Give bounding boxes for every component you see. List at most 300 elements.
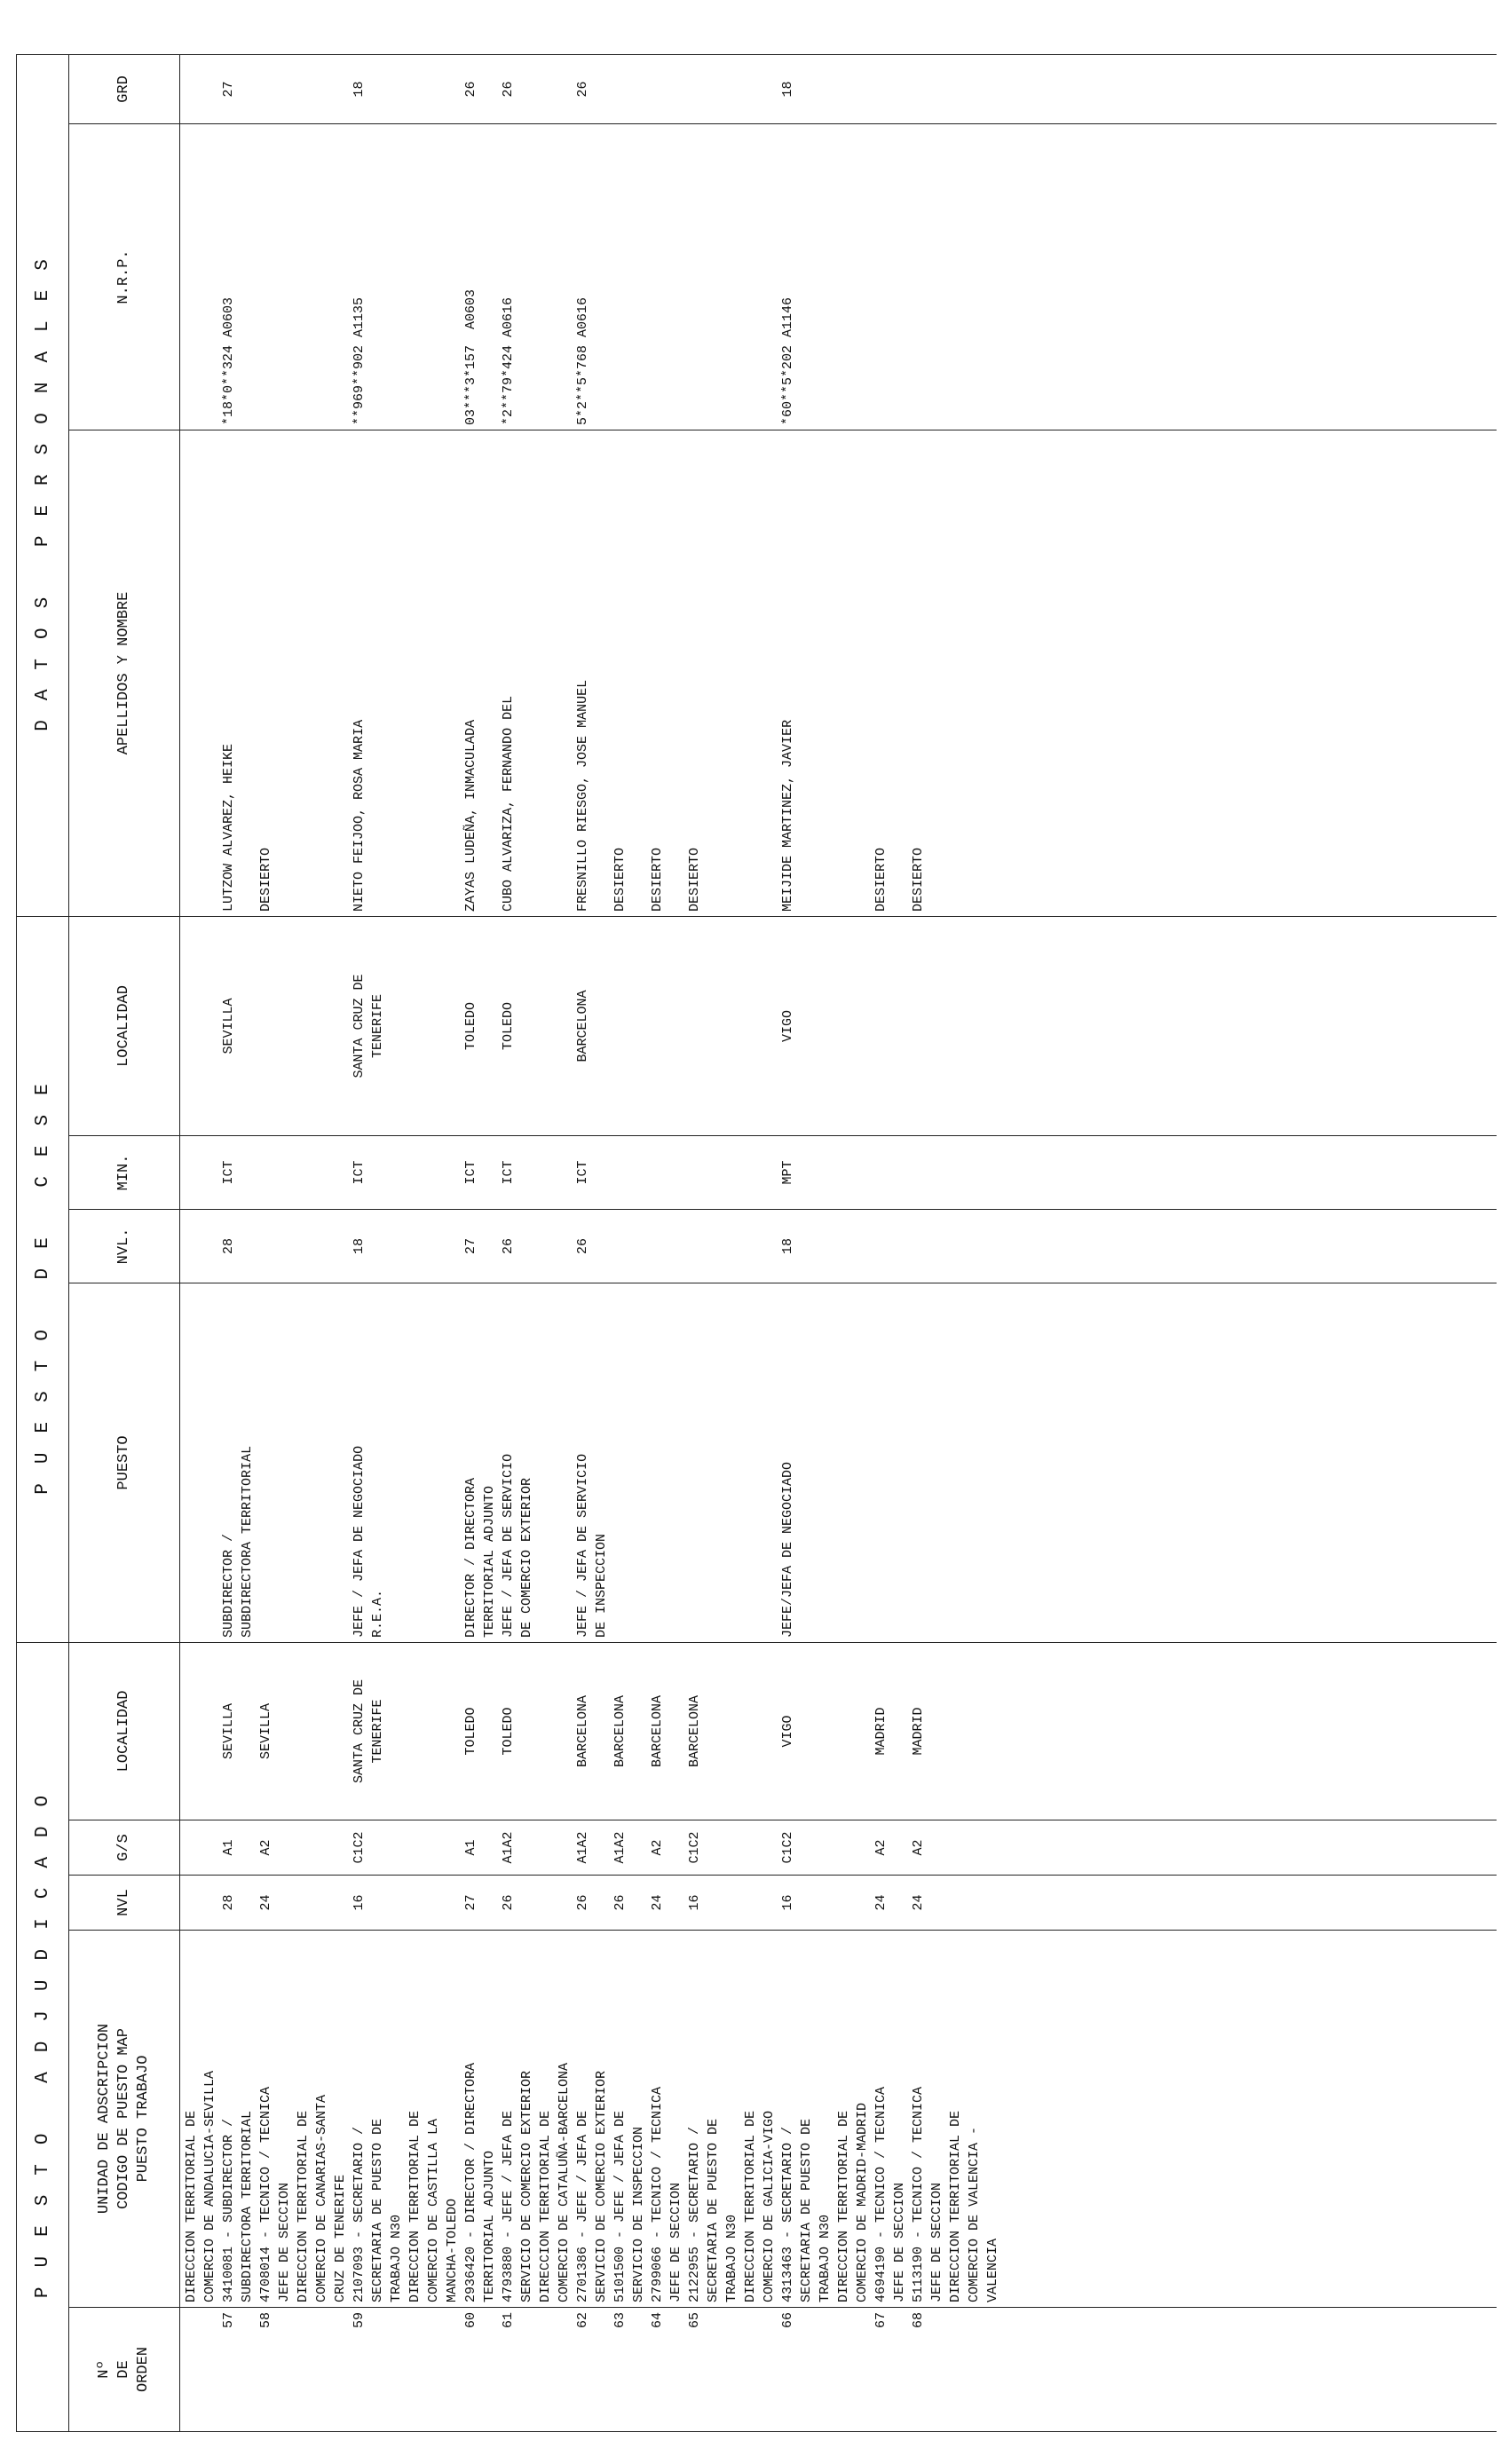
- table-cell: NIETO FEIJOO, ROSA MARIA: [352, 719, 367, 912]
- table-cell: [536, 1288, 555, 1638]
- table-cell: [667, 1141, 685, 1204]
- table-cell: [480, 435, 499, 912]
- col-apellidos: [180, 430, 1497, 916]
- table-cell: [238, 1880, 257, 1925]
- table-cell: [760, 1214, 778, 1278]
- table-cell: SERVICIO DE INSPECCION: [631, 2126, 646, 2302]
- table-cell: 4708014 - TECNICO / TECNICA: [258, 2086, 273, 2302]
- table-cell: [257, 129, 275, 425]
- table-body-row: [180, 54, 1497, 2431]
- table-cell: TRABAJO N30: [389, 2214, 404, 2302]
- table-cell: [834, 1647, 853, 1815]
- table-cell: [536, 129, 555, 425]
- table-cell: [741, 1141, 760, 1204]
- table-cell: LUTZOW ALVAREZ, HEIKE: [221, 743, 236, 912]
- table-cell: [201, 1880, 219, 1925]
- table-cell: [406, 1880, 424, 1925]
- table-cell: ICT: [352, 1160, 367, 1185]
- header-orden-line: Nº: [96, 2360, 113, 2379]
- table-cell: [480, 1214, 499, 1278]
- table-cell: [238, 129, 257, 425]
- table-cell: [816, 1141, 834, 1204]
- table-cell: [331, 1288, 350, 1638]
- table-cell: [797, 1141, 816, 1204]
- table-cell: [760, 435, 778, 912]
- table-cell: JEFE DE SECCION: [668, 2182, 683, 2302]
- table-cell: JEFE / JEFA DE NEGOCIADO: [352, 1445, 367, 1638]
- table-cell: [331, 1141, 350, 1204]
- table-cell: 4793880 - JEFE / JEFA DE: [501, 2110, 516, 2302]
- table-cell: [592, 129, 611, 425]
- table-cell: [741, 59, 760, 119]
- header-gs: G/S: [69, 1820, 180, 1876]
- table-cell: [741, 921, 760, 1131]
- table-cell: [387, 921, 406, 1131]
- table-cell: [946, 1825, 965, 1870]
- table-cell: [984, 1647, 1002, 1815]
- table-cell: [275, 435, 294, 912]
- table-cell: [443, 1647, 462, 1815]
- table-cell: DESIERTO: [612, 847, 628, 912]
- table-cell: [480, 1141, 499, 1204]
- table-cell: [424, 1214, 443, 1278]
- table-cell: SANTA CRUZ DE: [352, 1678, 367, 1783]
- table-cell: [965, 1141, 984, 1204]
- table-cell: CUBO ALVARIZA, FERNANDO DEL: [501, 695, 516, 912]
- table-cell: [629, 1647, 648, 1815]
- table-cell: [312, 2312, 331, 2427]
- table-cell: [946, 921, 965, 1131]
- table-cell: [443, 1214, 462, 1278]
- table-cell: [536, 59, 555, 119]
- table-cell: [294, 2312, 312, 2427]
- table-cell: [424, 1825, 443, 1870]
- table-cell: [853, 59, 872, 119]
- table-cell: [760, 129, 778, 425]
- table-cell: [182, 1214, 201, 1278]
- col-min: [180, 1135, 1497, 1209]
- table-cell: [275, 921, 294, 1131]
- table-cell: MADRID: [911, 1707, 926, 1756]
- table-cell: SEVILLA: [258, 1702, 273, 1759]
- table-cell: [368, 2312, 387, 2427]
- table-cell: [928, 1141, 946, 1204]
- table-cell: [406, 1141, 424, 1204]
- table-cell: [872, 59, 890, 119]
- table-cell: [387, 435, 406, 912]
- table-cell: 61: [501, 2312, 516, 2329]
- table-cell: [406, 1214, 424, 1278]
- table-cell: **969**902 A1135: [352, 296, 367, 425]
- table-cell: [890, 1288, 909, 1638]
- table-cell: [928, 1214, 946, 1278]
- table-cell: SERVICIO DE COMERCIO EXTERIOR: [594, 2070, 609, 2302]
- table-cell: [723, 921, 741, 1131]
- table-cell: [406, 1288, 424, 1638]
- table-cell: [201, 1825, 219, 1870]
- table-cell: [704, 921, 723, 1131]
- table-cell: BARCELONA: [650, 1694, 665, 1767]
- table-cell: [685, 59, 704, 119]
- table-cell: [946, 1141, 965, 1204]
- table-cell: [480, 1880, 499, 1925]
- table-cell: *60**5*202 A1146: [780, 296, 795, 425]
- table-cell: [928, 1825, 946, 1870]
- header-localidad: LOCALIDAD: [69, 1642, 180, 1820]
- table-cell: [797, 435, 816, 912]
- table-cell: [872, 921, 890, 1131]
- table-cell: [946, 1288, 965, 1638]
- table-cell: [741, 1825, 760, 1870]
- table-cell: [909, 1141, 928, 1204]
- table-cell: JEFE DE SECCION: [929, 2182, 944, 2302]
- table-cell: [611, 1288, 629, 1638]
- table-cell: VALENCIA: [985, 2238, 1000, 2302]
- table-cell: [592, 435, 611, 912]
- table-cell: TRABAJO N30: [818, 2214, 833, 2302]
- table-cell: DE COMERCIO EXTERIOR: [519, 1477, 534, 1638]
- table-cell: [797, 921, 816, 1131]
- table-cell: BARCELONA: [687, 1694, 702, 1767]
- table-cell: [797, 1825, 816, 1870]
- table-cell: 24: [258, 1894, 273, 1911]
- table-cell: [816, 921, 834, 1131]
- table-cell: [387, 59, 406, 119]
- table-cell: [517, 921, 536, 1131]
- table-cell: [816, 59, 834, 119]
- table-cell: [741, 1880, 760, 1925]
- table-cell: 64: [650, 2312, 665, 2329]
- table-cell: [611, 1214, 629, 1278]
- table-cell: [312, 1647, 331, 1815]
- table-cell: [368, 1825, 387, 1870]
- table-cell: [443, 1141, 462, 1204]
- table-cell: [872, 129, 890, 425]
- table-cell: DE INSPECCION: [594, 1533, 609, 1638]
- table-cell: [443, 1880, 462, 1925]
- table-cell: [741, 2312, 760, 2427]
- table-cell: [238, 1825, 257, 1870]
- table-cell: 2799066 - TECNICO / TECNICA: [650, 2086, 665, 2302]
- table-cell: [760, 1825, 778, 1870]
- table-cell: [555, 1825, 573, 1870]
- table-cell: CRUZ DE TENERIFE: [333, 2174, 348, 2302]
- table-cell: 66: [780, 2312, 795, 2329]
- table-cell: COMERCIO DE ANDALUCIA-SEVILLA: [202, 2070, 217, 2302]
- header-orden-line: DE: [115, 2360, 132, 2379]
- table-cell: [443, 1825, 462, 1870]
- table-cell: [928, 1288, 946, 1638]
- table-cell: [201, 1214, 219, 1278]
- table-cell: [704, 1141, 723, 1204]
- table-cell: COMERCIO DE MADRID-MADRID: [855, 2102, 870, 2302]
- table-cell: [965, 59, 984, 119]
- table-cell: [592, 2312, 611, 2427]
- table-cell: JEFE DE SECCION: [892, 2182, 907, 2302]
- table-cell: [182, 1141, 201, 1204]
- table-cell: MADRID: [873, 1707, 889, 1756]
- table-cell: [275, 1288, 294, 1638]
- table-cell: 26: [501, 1237, 516, 1254]
- table-cell: TOLEDO: [501, 1707, 516, 1756]
- table-cell: 16: [687, 1894, 702, 1911]
- table-cell: [890, 921, 909, 1131]
- table-cell: [629, 1288, 648, 1638]
- table-cell: COMERCIO DE VALENCIA -: [967, 2126, 982, 2302]
- table-cell: [592, 1647, 611, 1815]
- table-cell: 2122955 - SECRETARIO /: [687, 2126, 702, 2302]
- table-cell: [555, 1214, 573, 1278]
- table-cell: [294, 59, 312, 119]
- table-cell: [946, 1647, 965, 1815]
- col-puesto-cese: [180, 1283, 1497, 1642]
- table-cell: [984, 1288, 1002, 1638]
- table-cell: [741, 129, 760, 425]
- col-orden: [180, 2308, 1497, 2432]
- table-cell: [182, 129, 201, 425]
- table-cell: [872, 1214, 890, 1278]
- table-cell: [667, 2312, 685, 2427]
- table-cell: [275, 129, 294, 425]
- table-cell: [909, 1288, 928, 1638]
- table-cell: ICT: [221, 1160, 236, 1185]
- table-cell: [984, 1141, 1002, 1204]
- table-cell: [424, 2312, 443, 2427]
- table-cell: [704, 435, 723, 912]
- table-cell: JEFE DE SECCION: [277, 2182, 292, 2302]
- table-cell: VIGO: [780, 1009, 795, 1042]
- table-cell: [517, 435, 536, 912]
- col-nvl-cese: [180, 1209, 1497, 1283]
- table-cell: [685, 1141, 704, 1204]
- table-cell: 60: [463, 2312, 478, 2329]
- table-cell: [406, 2312, 424, 2427]
- table-cell: [946, 2312, 965, 2427]
- table-cell: 26: [575, 81, 590, 98]
- table-cell: 65: [687, 2312, 702, 2329]
- header-unidad-line: UNIDAD DE ADSCRIPCION: [96, 2023, 113, 2215]
- table-cell: [480, 921, 499, 1131]
- table-cell: [517, 2312, 536, 2427]
- table-cell: [592, 1214, 611, 1278]
- table-cell: [685, 1288, 704, 1638]
- table-cell: [816, 2312, 834, 2427]
- table-cell: [406, 435, 424, 912]
- table-cell: [834, 435, 853, 912]
- table-cell: [592, 1880, 611, 1925]
- table-cell: [965, 1288, 984, 1638]
- table-cell: [965, 435, 984, 912]
- header-min: MIN.: [69, 1135, 180, 1209]
- table-cell: 27: [221, 81, 236, 98]
- table-cell: [704, 1214, 723, 1278]
- table-cell: BARCELONA: [612, 1694, 628, 1767]
- table-cell: [443, 1288, 462, 1638]
- table-cell: [387, 1647, 406, 1815]
- table-cell: [257, 1141, 275, 1204]
- table-cell: [368, 1141, 387, 1204]
- table-cell: 18: [780, 1237, 795, 1254]
- table-cell: [331, 129, 350, 425]
- table-cell: [294, 435, 312, 912]
- table-cell: [312, 921, 331, 1131]
- table-cell: [648, 1288, 667, 1638]
- table-cell: [965, 1647, 984, 1815]
- table-cell: 16: [780, 1894, 795, 1911]
- table-cell: SECRETARIA DE PUESTO DE: [799, 2118, 814, 2302]
- table-cell: [890, 59, 909, 119]
- table-cell: [890, 2312, 909, 2427]
- table-cell: JEFE / JEFA DE SERVICIO: [575, 1453, 590, 1638]
- table-cell: [648, 921, 667, 1131]
- table-cell: [201, 1288, 219, 1638]
- table-cell: [312, 129, 331, 425]
- table-cell: [182, 1647, 201, 1815]
- table-cell: [834, 1880, 853, 1925]
- table-cell: TOLEDO: [463, 1001, 478, 1050]
- table-cell: [946, 59, 965, 119]
- table-cell: [480, 59, 499, 119]
- table-cell: [182, 435, 201, 912]
- table-cell: [592, 1141, 611, 1204]
- table-cell: [667, 435, 685, 912]
- table-cell: MPT: [780, 1160, 795, 1185]
- table-cell: [536, 1214, 555, 1278]
- table-cell: [797, 2312, 816, 2427]
- table-cell: [909, 129, 928, 425]
- table-cell: [965, 1825, 984, 1870]
- table-cell: [275, 1825, 294, 1870]
- table-cell: [741, 1647, 760, 1815]
- table-cell: [872, 1288, 890, 1638]
- table-cell: [704, 1647, 723, 1815]
- table-cell: COMERCIO DE CATALUÑA-BARCELONA: [557, 2062, 572, 2302]
- table-cell: [890, 1141, 909, 1204]
- table-cell: [238, 59, 257, 119]
- table-cell: A1: [463, 1839, 478, 1856]
- table-cell: 3410081 - SUBDIRECTOR /: [221, 2118, 236, 2302]
- table-cell: [834, 129, 853, 425]
- table-cell: 26: [575, 1894, 590, 1911]
- table-cell: [294, 1825, 312, 1870]
- table-cell: [424, 1141, 443, 1204]
- table-cell: [238, 921, 257, 1131]
- table-cell: BARCELONA: [575, 1694, 590, 1767]
- table-cell: COMERCIO DE CASTILLA LA: [426, 2118, 441, 2302]
- table-cell: [723, 1825, 741, 1870]
- table-cell: A2: [873, 1839, 889, 1856]
- table-cell: [816, 129, 834, 425]
- table-cell: DIRECCION TERRITORIAL DE: [538, 2110, 553, 2302]
- table-cell: [201, 1647, 219, 1815]
- table-cell: SECRETARIA DE PUESTO DE: [370, 2118, 385, 2302]
- table-cell: [704, 2312, 723, 2427]
- table-cell: [480, 1647, 499, 1815]
- table-cell: [424, 1288, 443, 1638]
- table-cell: [797, 1880, 816, 1925]
- table-cell: [331, 1214, 350, 1278]
- table-cell: [984, 435, 1002, 912]
- table-cell: [387, 2312, 406, 2427]
- table-cell: [648, 59, 667, 119]
- table-cell: SEVILLA: [221, 998, 236, 1054]
- table-cell: [536, 921, 555, 1131]
- table-cell: [312, 1288, 331, 1638]
- table-cell: JEFE / JEFA DE SERVICIO: [501, 1453, 516, 1638]
- table-cell: [536, 1647, 555, 1815]
- table-cell: [648, 1214, 667, 1278]
- table-cell: [853, 1880, 872, 1925]
- table-cell: [667, 1647, 685, 1815]
- header-nvl-cese: NVL.: [69, 1209, 180, 1283]
- table-cell: [424, 921, 443, 1131]
- table-cell: [834, 1288, 853, 1638]
- table-cell: [275, 1214, 294, 1278]
- table-cell: [555, 129, 573, 425]
- table-cell: DIRECCION TERRITORIAL DE: [184, 2110, 199, 2302]
- table-cell: 18: [352, 1237, 367, 1254]
- table-cell: 27: [463, 1894, 478, 1911]
- table-cell: [834, 1141, 853, 1204]
- table-cell: [834, 1825, 853, 1870]
- table-cell: [667, 1880, 685, 1925]
- table-cell: [909, 1214, 928, 1278]
- table-cell: [312, 1141, 331, 1204]
- table-cell: DESIERTO: [911, 847, 926, 912]
- table-cell: [760, 921, 778, 1131]
- table-cell: [723, 2312, 741, 2427]
- table-cell: [387, 129, 406, 425]
- table-cell: TERRITORIAL ADJUNTO: [482, 2150, 497, 2302]
- table-cell: 26: [575, 1237, 590, 1254]
- table-cell: [853, 435, 872, 912]
- table-cell: [536, 1141, 555, 1204]
- table-cell: [667, 59, 685, 119]
- table-cell: [872, 1141, 890, 1204]
- table-cell: [257, 921, 275, 1131]
- table-cell: [331, 921, 350, 1131]
- table-cell: [480, 2312, 499, 2427]
- table-cell: [331, 1825, 350, 1870]
- header-grd: GRD: [69, 54, 180, 123]
- table-cell: [629, 921, 648, 1131]
- table-cell: [760, 1288, 778, 1638]
- table-cell: [704, 1880, 723, 1925]
- assignment-table: [16, 54, 1497, 2432]
- table-cell: [723, 129, 741, 425]
- table-cell: SECRETARIA DE PUESTO DE: [706, 2118, 721, 2302]
- table-cell: [629, 129, 648, 425]
- table-cell: [723, 1880, 741, 1925]
- table-cell: [443, 2312, 462, 2427]
- table-cell: [723, 1647, 741, 1815]
- table-cell: ICT: [463, 1160, 478, 1185]
- table-cell: 63: [612, 2312, 628, 2329]
- table-cell: [201, 921, 219, 1131]
- col-nrp: [180, 123, 1497, 430]
- table-cell: [629, 59, 648, 119]
- table-cell: [797, 129, 816, 425]
- table-cell: [629, 1141, 648, 1204]
- table-cell: [424, 1880, 443, 1925]
- table-cell: COMERCIO DE GALICIA-VIGO: [762, 2110, 777, 2302]
- table-cell: [275, 59, 294, 119]
- table-cell: [387, 1214, 406, 1278]
- table-cell: [946, 1880, 965, 1925]
- table-cell: TRABAJO N30: [724, 2214, 739, 2302]
- table-cell: [984, 1880, 1002, 1925]
- table-cell: [648, 1141, 667, 1204]
